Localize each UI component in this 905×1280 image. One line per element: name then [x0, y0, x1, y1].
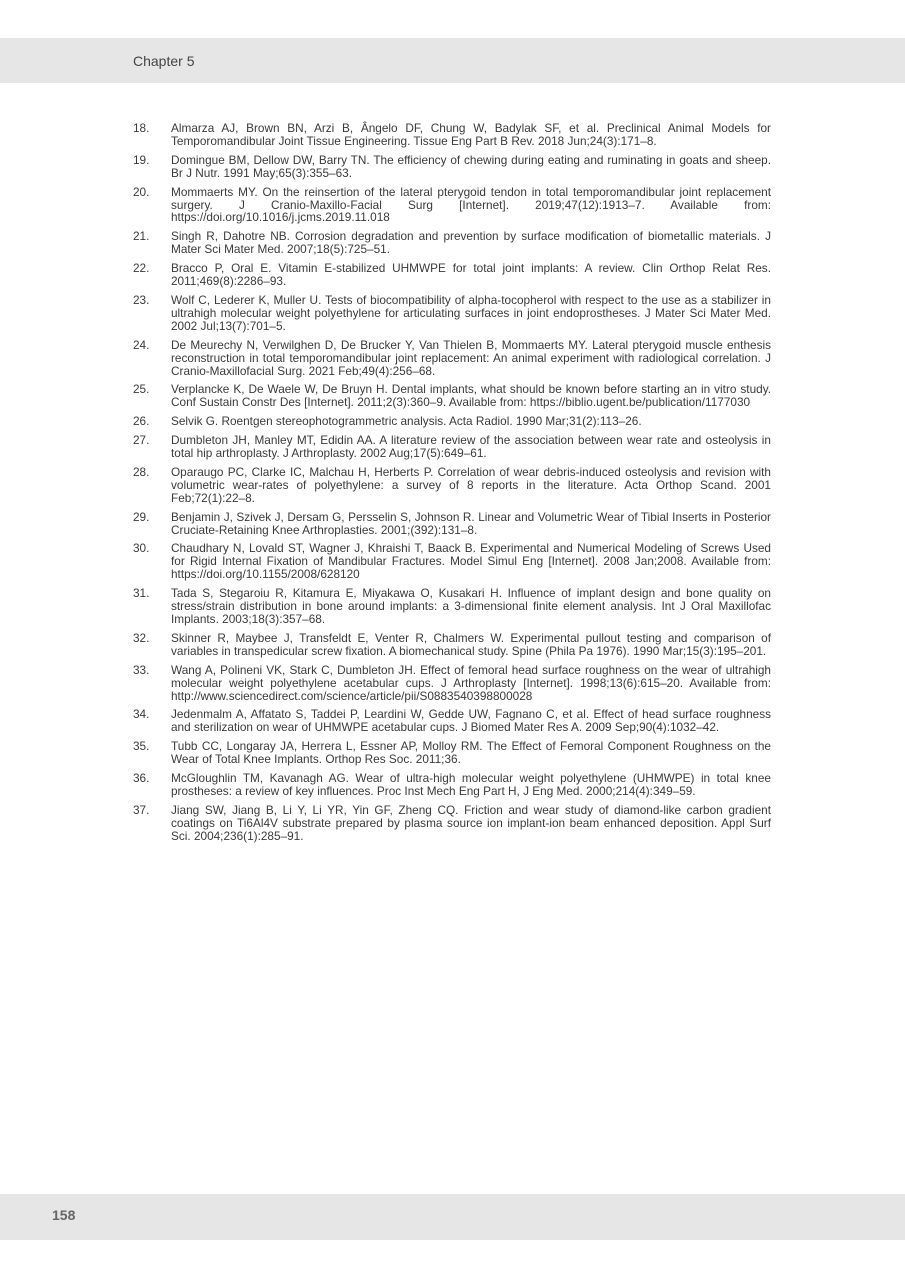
reference-number: 25.	[133, 382, 150, 397]
reference-item	[133, 708, 771, 734]
reference-text: Singh R, Dahotre NB. Corrosion degradation and prevention by surface modification of biometallic materials. J Mater Sci Mater Med. 2007;18(5):725–51.	[171, 229, 771, 257]
reference-item	[133, 542, 771, 581]
reference-item	[133, 230, 771, 256]
reference-list	[133, 122, 771, 849]
reference-number: 32.	[133, 630, 150, 645]
reference-number: 33.	[133, 662, 150, 677]
reference-item	[133, 804, 771, 843]
reference-number: 35.	[133, 739, 150, 754]
reference-text: Tubb CC, Longaray JA, Herrera L, Essner AP, Molloy RM. The Effect of Femoral Component Roughness on the Wear of Total Knee Implants. Orthop Res Soc. 2011;36.	[171, 739, 771, 767]
reference-text: Verplancke K, De Waele W, De Bruyn H. Dental implants, what should be known before starting an in vitro study. Conf Sustain Constr Des [Internet]. 2011;2(3):360–9. Available from: https://biblio.ugent.be/publication/1177030	[171, 382, 771, 410]
reference-item	[133, 339, 771, 378]
reference-number: 24.	[133, 337, 150, 352]
reference-item	[133, 262, 771, 288]
reference-item	[133, 434, 771, 460]
reference-text: Benjamin J, Szivek J, Dersam G, Persselin S, Johnson R. Linear and Volumetric Wear of Tibial Inserts in Posterior Cruciate-Retaining Knee Arthroplasties. 2001;(392):131–8.	[171, 509, 771, 537]
reference-item	[133, 466, 771, 505]
reference-number: 31.	[133, 586, 150, 601]
reference-item	[133, 415, 771, 428]
reference-item	[133, 587, 771, 626]
reference-number: 19.	[133, 152, 150, 167]
page-number: 158	[52, 1207, 76, 1223]
reference-number: 18.	[133, 121, 150, 135]
reference-text: Mommaerts MY. On the reinsertion of the lateral pterygoid tendon in total temporomandibular joint replacement surgery. J Cranio-Maxillo-Facial Surg [Internet]. 2019;47(12):1913–7. Available from: https://doi.org/10.1016/j.jcms.2019.11.018	[171, 184, 771, 225]
reference-number: 20.	[133, 184, 150, 199]
reference-text: Selvik G. Roentgen stereophotogrammetric analysis. Acta Radiol. 1990 Mar;31(2):113–26.	[171, 414, 642, 429]
reference-text: McGloughlin TM, Kavanagh AG. Wear of ultra-high molecular weight polyethylene (UHMWPE) in total knee prostheses: a review of key influences. Proc Inst Mech Eng Part H, J Eng Med. 2000;214(4):349–59.	[171, 771, 771, 798]
reference-item	[133, 154, 771, 180]
reference-item	[133, 632, 771, 658]
reference-text: Almarza AJ, Brown BN, Arzi B, Ângelo DF, Chung W, Badylak SF, et al. Preclinical Animal Models for Temporomandibular Joint Tissue Engineering. Tissue Eng Part B Rev. 2018 Jun;24(3):171–8.	[171, 121, 771, 148]
reference-text: Skinner R, Maybee J, Transfeldt E, Venter R, Chalmers W. Experimental pullout testing and comparison of variables in transpedicular screw fixation. A biomechanical study. Spine (Phila Pa 1976). 1990 Mar;15(3):195–201.	[171, 630, 771, 658]
reference-item	[133, 122, 771, 148]
reference-text: Wolf C, Lederer K, Muller U. Tests of biocompatibility of alpha-tocopherol with respect to the use as a stabilizer in ultrahigh molecular weight polyethylene for articulating surfaces in joint endoprostheses. J Mater Sci Mater Med. 2002 Jul;13(7):701–5.	[171, 292, 771, 333]
reference-number: 26.	[133, 414, 150, 429]
reference-text: Oparaugo PC, Clarke IC, Malchau H, Herberts P. Correlation of wear debris-induced osteolysis and revision with volumetric wear-rates of polyethylene: a survey of 8 reports in the literature. Acta Orthop Scand. 2001 Feb;72(1):22–8.	[171, 464, 771, 505]
reference-item	[133, 664, 771, 703]
reference-number: 27.	[133, 433, 150, 448]
reference-text: Jedenmalm A, Affatato S, Taddei P, Leardini W, Gedde UW, Fagnano C, et al. Effect of head surface roughness and sterilization on wear of UHMWPE acetabular cups. J Biomed Mater Res A. 2009 Sep;90(4):1032–42.	[171, 707, 771, 735]
reference-item	[133, 294, 771, 333]
reference-number: 36.	[133, 771, 150, 786]
reference-number: 28.	[133, 464, 150, 479]
reference-number: 37.	[133, 802, 150, 817]
reference-text: Wang A, Polineni VK, Stark C, Dumbleton JH. Effect of femoral head surface roughness on the wear of ultrahigh molecular weight polyethylene acetabular cups. J Arthroplasty [Internet]. 1998;13(6):615–20. Available from: http://www.sciencedirect.com/science/article/pii/S0883540398800028	[171, 662, 771, 703]
reference-text: Tada S, Stegaroiu R, Kitamura E, Miyakawa O, Kusakari H. Influence of implant design and bone quality on stress/strain distribution in bone around implants: a 3-dimensional finite element analysis. Int J Oral Maxillofac Implants. 2003;18(3):357–68.	[171, 586, 771, 626]
reference-item	[133, 511, 771, 537]
footer-band	[0, 1194, 905, 1240]
reference-item	[133, 740, 771, 766]
reference-number: 29.	[133, 509, 150, 524]
reference-text: Dumbleton JH, Manley MT, Edidin AA. A literature review of the association between wear rate and osteolysis in total hip arthroplasty. J Arthroplasty. 2002 Aug;17(5):649–61.	[171, 433, 771, 461]
reference-text: Chaudhary N, Lovald ST, Wagner J, Khraishi T, Baack B. Experimental and Numerical Modeling of Screws Used for Rigid Internal Fixation of Mandibular Fractures. Model Simul Eng [Internet]. 2008 Jan;2008. Available from: https://doi.org/10.1155/2008/628120	[171, 541, 771, 582]
reference-item	[133, 186, 771, 225]
reference-text: Jiang SW, Jiang B, Li Y, Li YR, Yin GF, Zheng CQ. Friction and wear study of diamond-like carbon gradient coatings on Ti6Al4V substrate prepared by plasma source ion implant-ion beam enhanced deposition. Appl Surf Sci. 2004;236(1):285–91.	[171, 802, 771, 843]
reference-text: De Meurechy N, Verwilghen D, De Brucker Y, Van Thielen B, Mommaerts MY. Lateral pterygoid muscle enthesis reconstruction in total temporomandibular joint replacement: An animal experiment with radiological correlation. J Cranio-Maxillofacial Surg. 2021 Feb;49(4):256–68.	[171, 337, 771, 378]
reference-number: 34.	[133, 707, 150, 722]
reference-text: Domingue BM, Dellow DW, Barry TN. The efficiency of chewing during eating and ruminating in goats and sheep. Br J Nutr. 1991 May;65(3):355–63.	[171, 152, 771, 180]
reference-number: 23.	[133, 292, 150, 307]
reference-item	[133, 383, 771, 409]
reference-number: 21.	[133, 229, 150, 244]
reference-item	[133, 772, 771, 798]
reference-number: 22.	[133, 261, 150, 276]
chapter-title: Chapter 5	[133, 53, 195, 69]
reference-text: Bracco P, Oral E. Vitamin E-stabilized UHMWPE for total joint implants: A review. Clin Orthop Relat Res. 2011;469(8):2286–93.	[171, 261, 771, 289]
reference-number: 30.	[133, 541, 150, 556]
